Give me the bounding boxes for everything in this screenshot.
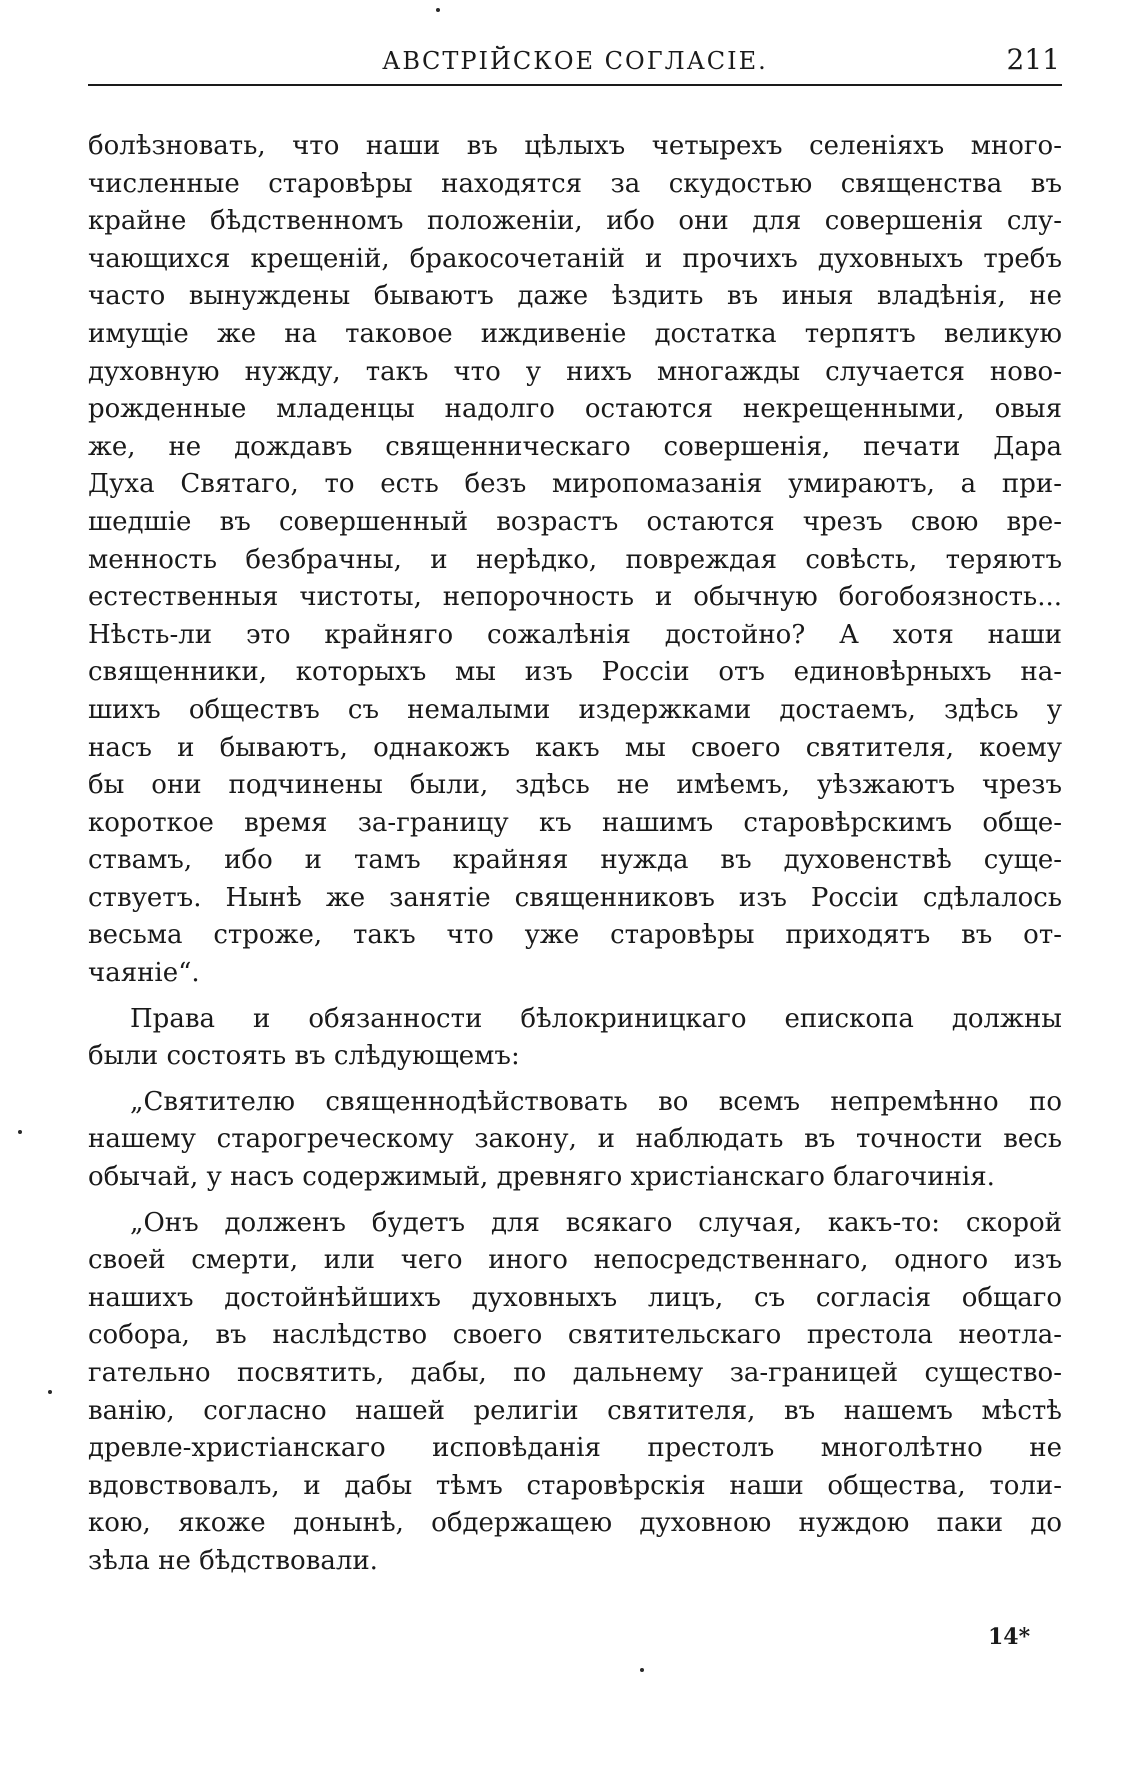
text-line: рожденные младенцы надолго остаются некрещенными, овыя bbox=[88, 394, 1062, 425]
text-line: весьма строже, такъ что уже старовѣры приходятъ въ от- bbox=[88, 920, 1062, 951]
text-line: численные старовѣры находятся за скудостью священства въ bbox=[88, 168, 1062, 199]
text-line: короткое время за-границу къ нашимъ старовѣрскимъ обще- bbox=[88, 807, 1062, 838]
text-line: „Святителю священнодѣйствовать во всемъ непремѣнно по bbox=[130, 1086, 1062, 1117]
text-line: вдовствовалъ, и дабы тѣмъ старовѣрскія наши общества, толи- bbox=[88, 1470, 1062, 1501]
text-line: священники, которыхъ мы изъ Россіи отъ единовѣрныхъ на- bbox=[88, 657, 1062, 688]
text-line: же, не дождавъ священническаго совершенія, печати Дара bbox=[88, 431, 1062, 462]
text-line: Нѣсть-ли это крайняго сожалѣнія достойно? А хотя наши bbox=[88, 619, 1062, 650]
paragraph-1 bbox=[88, 128, 1062, 993]
text-line: древле-христіанскаго исповѣданія престолъ многолѣтно не bbox=[88, 1433, 1062, 1464]
text-line: Духа Святаго, то есть безъ миропомазанія умираютъ, а при- bbox=[88, 469, 1062, 500]
text-line: естественныя чистоты, непорочность и обычную богобоязность... bbox=[88, 582, 1062, 613]
text-line: менность безбрачны, и нерѣдко, повреждая совѣсть, теряютъ bbox=[88, 544, 1062, 575]
body-text bbox=[88, 128, 1062, 1581]
page-header bbox=[88, 42, 1062, 86]
text-line: „Онъ долженъ будетъ для всякаго случая, какъ-то: скорой bbox=[130, 1207, 1062, 1238]
text-line: шихъ обществъ съ немалыми издержками достаемъ, здѣсь у bbox=[88, 694, 1062, 725]
signature-mark: 14* bbox=[988, 1624, 1031, 1650]
text-line: шедшіе въ совершенный возрастъ остаются чрезъ свою вре- bbox=[88, 506, 1062, 537]
text-line: имущіе же на таковое иждивеніе достатка терпятъ великую bbox=[88, 318, 1062, 349]
print-speck bbox=[436, 8, 440, 12]
text-line: были состоять въ слѣдующемъ: bbox=[88, 1041, 520, 1072]
text-line: ствамъ, ибо и тамъ крайняя нужда въ духовенствѣ суще- bbox=[88, 845, 1062, 876]
text-line: обычай, у насъ содержимый, древняго христіанскаго благочинія. bbox=[88, 1162, 995, 1193]
text-line: своей смерти, или чего иного непосредственнаго, одного изъ bbox=[88, 1245, 1062, 1276]
text-line: зѣла не бѣдствовали. bbox=[88, 1545, 378, 1576]
running-title: АВСТРІЙСКОЕ СОГЛАСІЕ. bbox=[382, 47, 768, 75]
text-line: ствуетъ. Нынѣ же занятіе священниковъ изъ Россіи сдѣлалось bbox=[88, 882, 1062, 913]
paragraph-2 bbox=[88, 1001, 1062, 1076]
text-line: кою, якоже донынѣ, обдержащею духовною нуждою паки до bbox=[88, 1508, 1062, 1539]
text-line: бы они подчинены были, здѣсь не имѣемъ, уѣзжаютъ чрезъ bbox=[88, 770, 1062, 801]
paragraph-3 bbox=[88, 1084, 1062, 1197]
text-line: Права и обязанности бѣлокриницкаго епископа должны bbox=[130, 1003, 1062, 1034]
text-line: чаяніе“. bbox=[88, 958, 200, 989]
print-speck bbox=[18, 1130, 22, 1134]
text-line: собора, въ наслѣдство своего святительскаго престола неотла- bbox=[88, 1320, 1062, 1351]
print-speck bbox=[48, 1390, 52, 1394]
paragraph-4 bbox=[88, 1205, 1062, 1581]
text-line: болѣзновать, что наши въ цѣлыхъ четырехъ селеніяхъ много- bbox=[88, 131, 1062, 161]
text-line: духовную нужду, такъ что у нихъ многажды случается ново- bbox=[88, 356, 1062, 387]
text-line: часто вынуждены бываютъ даже ѣздить въ иныя владѣнія, не bbox=[88, 281, 1062, 312]
text-line: гательно посвятить, дабы, по дальнему за-границей существо- bbox=[88, 1358, 1062, 1388]
text-line: насъ и бываютъ, однакожъ какъ мы своего святителя, коему bbox=[88, 732, 1062, 763]
text-line: чающихся крещеній, бракосочетаній и прочихъ духовныхъ требъ bbox=[88, 243, 1062, 274]
text-line: нашему старогреческому закону, и наблюдать въ точности весь bbox=[88, 1124, 1062, 1155]
text-line: крайне бѣдственномъ положеніи, ибо они для совершенія слу- bbox=[88, 206, 1062, 237]
text-line: нашихъ достойнѣйшихъ духовныхъ лицъ, съ согласія общаго bbox=[88, 1282, 1062, 1313]
text-line: ванію, согласно нашей религіи святителя, въ нашемъ мѣстѣ bbox=[88, 1395, 1062, 1426]
page-number: 211 bbox=[1006, 43, 1060, 76]
print-speck bbox=[640, 1668, 644, 1672]
